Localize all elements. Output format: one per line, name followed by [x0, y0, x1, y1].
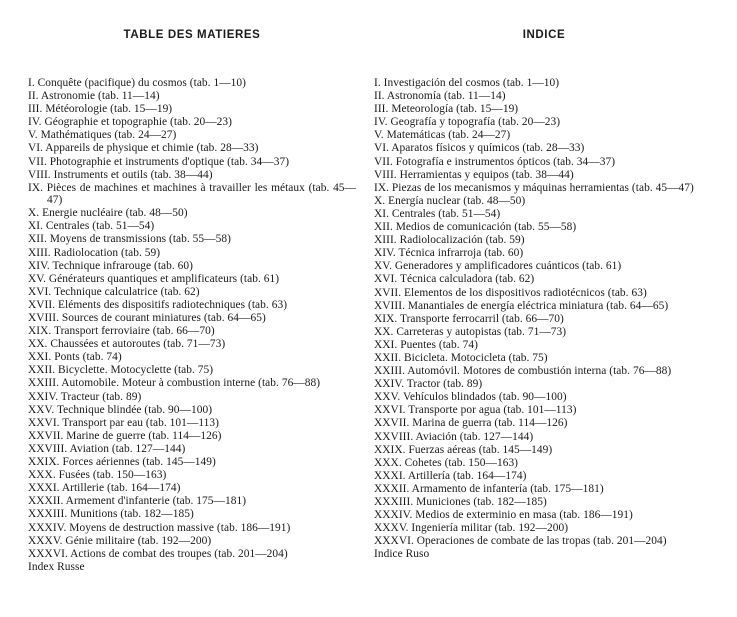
contents-entry: XXX. Fusées (tab. 150—163) — [28, 469, 167, 482]
contents-entry: XXIII. Automóvil. Motores de combustión interna (tab. 76—88) — [374, 365, 672, 378]
contents-entry: XX. Carreteras y autopistas (tab. 71—73) — [374, 325, 567, 338]
contents-entry: XXXI. Artillerie (tab. 164—174) — [28, 482, 181, 495]
contents-entry: VII. Photographie et instruments d'optique (tab. 34—37) — [28, 155, 290, 168]
contents-entry: VIII. Instruments et outils (tab. 38—44) — [28, 168, 213, 181]
contents-entry: XXVII. Marine de guerre (tab. 114—126) — [28, 429, 222, 442]
contents-entry: XXVI. Transporte por agua (tab. 101—113) — [374, 404, 577, 417]
contents-entry: Index Russe — [28, 560, 85, 573]
contents-entry: XI. Centrales (tab. 51—54) — [28, 220, 155, 233]
contents-entry: XIX. Transport ferroviaire (tab. 66—70) — [28, 325, 215, 338]
contents-entry: IV. Géographie et topographie (tab. 20—23) — [28, 116, 233, 129]
contents-entry: XVI. Técnica calculadora (tab. 62) — [374, 273, 535, 286]
contents-entry: XXXVI. Operaciones de combate de las tropas (tab. 201—204) — [374, 535, 667, 548]
contents-entry: XXVIII. Aviation (tab. 127—144) — [28, 442, 186, 455]
contents-entry: I. Investigación del cosmos (tab. 1—10) — [374, 77, 560, 89]
contents-entry: XI. Centrales (tab. 51—54) — [374, 207, 501, 220]
contents-entry: XXXVI. Actions de combat des troupes (tab. 201—204) — [28, 547, 288, 560]
contents-entry: XXIX. Fuerzas aéreas (tab. 145—149) — [374, 443, 553, 456]
contents-entry: XXXV. Génie militaire (tab. 192—200) — [28, 534, 212, 547]
contents-entry: XXI. Ponts (tab. 74) — [28, 351, 122, 364]
contents-entry: VII. Fotografía e instrumentos ópticos (tab. 34—37) — [374, 155, 616, 168]
contents-entry: XIV. Technique infrarouge (tab. 60) — [28, 259, 194, 272]
contents-entry: XXXII. Armamento de infantería (tab. 175—181) — [374, 482, 604, 495]
contents-entry: VI. Appareils de physique et chimie (tab. 28—33) — [28, 142, 259, 155]
contents-entry: III. Meteorología (tab. 15—19) — [374, 103, 519, 116]
contents-entry: XXIX. Forces aériennes (tab. 145—149) — [28, 456, 216, 469]
contents-entry: XXXIV. Moyens de destruction massive (tab. 186—191) — [28, 521, 291, 534]
contents-entry: XXII. Bicicleta. Motocicleta (tab. 75) — [374, 351, 548, 364]
contents-entry: Indice Ruso — [374, 548, 430, 561]
contents-entry: VI. Aparatos físicos y químicos (tab. 28—33) — [374, 142, 585, 155]
contents-entry: II. Astronomie (tab. 11—14) — [28, 90, 160, 103]
contents-entry: II. Astronomía (tab. 11—14) — [374, 90, 506, 103]
contents-entry: XXVI. Transport par eau (tab. 101—113) — [28, 416, 219, 429]
contents-entry: XVII. Eléments des dispositifs radiotechniques (tab. 63) — [28, 298, 288, 311]
contents-entry: XV. Generadores y amplificadores cuánticos (tab. 61) — [374, 260, 622, 273]
contents-entry: XIX. Transporte ferrocarril (tab. 66—70) — [374, 312, 564, 325]
contents-entry: XIV. Técnica infrarroja (tab. 60) — [374, 247, 524, 260]
contents-entry: XXXIII. Municiones (tab. 182—185) — [374, 496, 547, 508]
contents-entry: XXIII. Automobile. Moteur à combustion interne (tab. 76—88) — [28, 377, 321, 390]
contents-entry: V. Mathématiques (tab. 24—27) — [28, 129, 177, 142]
left-contents-list — [28, 77, 356, 574]
contents-entry: XVIII. Manantiales de energía eléctrica miniatura (tab. 64—65) — [374, 299, 669, 312]
contents-entry: IX. Pièces de machines et machines à travailler les métaux (tab. 45—47) — [28, 181, 356, 207]
contents-entry: XXII. Bicyclette. Motocyclette (tab. 75) — [28, 364, 214, 377]
contents-entry: XXV. Vehículos blindados (tab. 90—100) — [374, 391, 567, 404]
contents-entry: XXXI. Artillería (tab. 164—174) — [374, 469, 527, 482]
contents-entry: IV. Geografía y topografía (tab. 20—23) — [374, 116, 561, 129]
contents-entry: V. Matemáticas (tab. 24—27) — [374, 129, 511, 142]
contents-entry: X. Energie nucléaire (tab. 48—50) — [28, 207, 188, 220]
contents-entry: XXV. Technique blindée (tab. 90—100) — [28, 403, 213, 416]
contents-entry: IX. Piezas de los mecanismos y máquinas herramientas (tab. 45—47) — [374, 181, 694, 194]
contents-entry: XXIV. Tracteur (tab. 89) — [28, 390, 142, 403]
contents-entry: XXXII. Armement d'infanterie (tab. 175—181) — [28, 495, 247, 508]
right-contents-list — [374, 77, 714, 561]
contents-entry: III. Météorologie (tab. 15—19) — [28, 103, 173, 116]
contents-entry: XXIV. Tractor (tab. 89) — [374, 378, 483, 391]
contents-entry: XXXV. Ingeniería militar (tab. 192—200) — [374, 522, 569, 535]
left-column-title: TABLE DES MATIERES — [123, 29, 261, 41]
contents-entry: XX. Chaussées et autoroutes (tab. 71—73) — [28, 338, 226, 351]
right-column-title: INDICE — [522, 29, 566, 41]
contents-entry: XVII. Elementos de los dispositivos radiotécnicos (tab. 63) — [374, 286, 647, 299]
contents-entry: XIII. Radiolocalización (tab. 59) — [374, 234, 525, 247]
contents-entry: XVIII. Sources de courant miniatures (tab. 64—65) — [28, 312, 266, 324]
contents-entry: XXXIII. Munitions (tab. 182—185) — [28, 508, 194, 521]
contents-entry: XII. Medios de comunicación (tab. 55—58) — [374, 221, 577, 234]
contents-entry: XII. Moyens de transmissions (tab. 55—58) — [28, 233, 231, 246]
contents-entry: XV. Générateurs quantiques et amplificateurs (tab. 61) — [28, 272, 280, 285]
contents-entry: XIII. Radiolocation (tab. 59) — [28, 246, 161, 259]
contents-entry: XXI. Puentes (tab. 74) — [374, 338, 478, 351]
contents-entry: X. Energía nuclear (tab. 48—50) — [374, 194, 526, 207]
contents-entry: XXVII. Marina de guerra (tab. 114—126) — [374, 417, 568, 430]
contents-entry: XXX. Cohetes (tab. 150—163) — [374, 456, 519, 469]
contents-entry: I. Conquête (pacifique) du cosmos (tab. 1—10) — [28, 77, 246, 89]
contents-entry: XXXIV. Medios de exterminio en masa (tab. 186—191) — [374, 509, 633, 522]
contents-entry: XXVIII. Aviación (tab. 127—144) — [374, 430, 534, 443]
contents-entry: XVI. Technique calculatrice (tab. 62) — [28, 285, 200, 298]
contents-entry: VIII. Herramientas y equipos (tab. 38—44) — [374, 168, 574, 181]
